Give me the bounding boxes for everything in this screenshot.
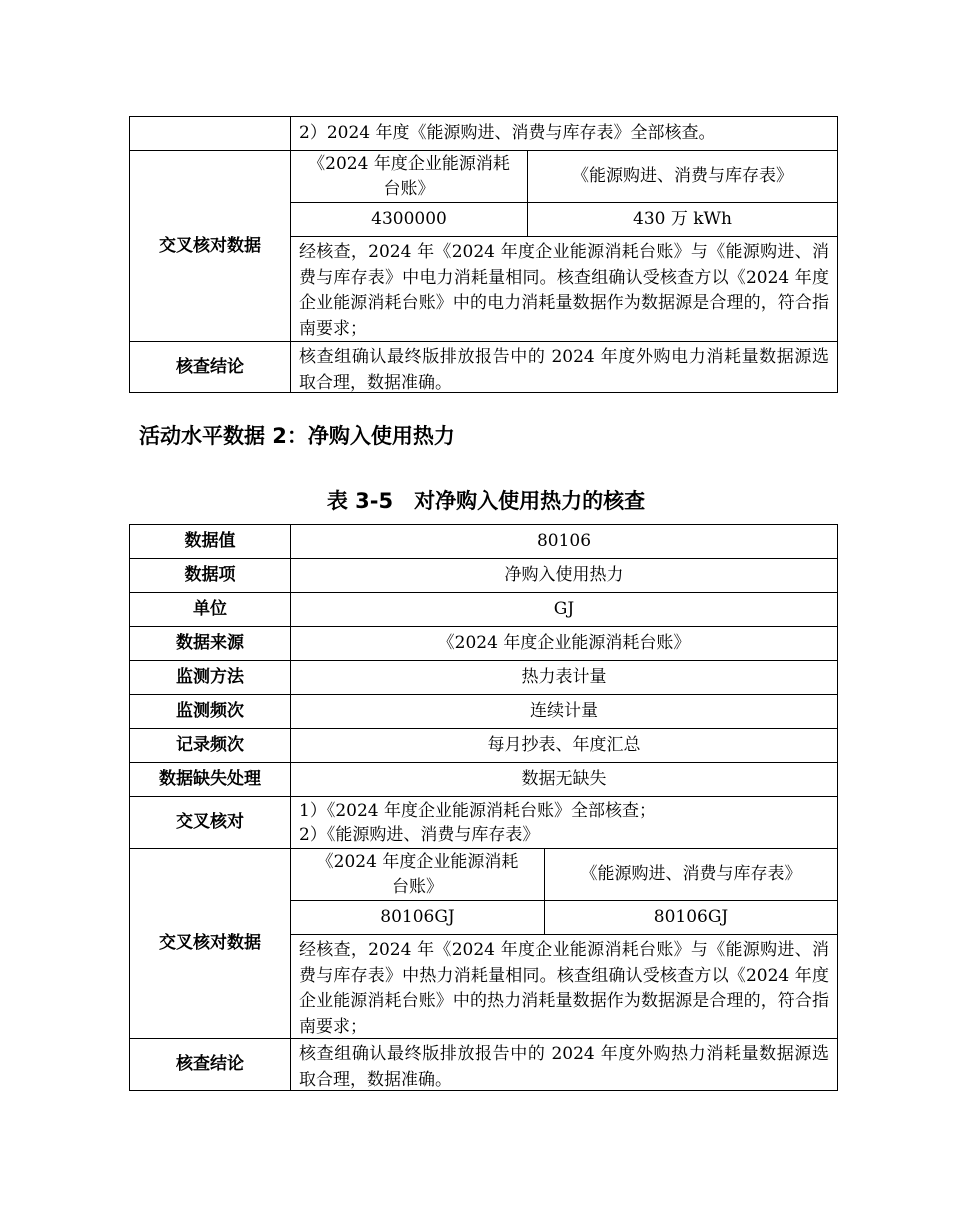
- row-value: 连续计量: [290, 694, 838, 729]
- row-label: 监测频次: [129, 694, 291, 729]
- table-1-source-a: 《2024 年度企业能源消耗台账》: [290, 150, 528, 203]
- table-2-value-b: 80106GJ: [544, 900, 838, 935]
- row-value: 80106: [290, 524, 838, 559]
- row-label: 数据来源: [129, 626, 291, 661]
- row-value: 数据无缺失: [290, 762, 838, 797]
- table-1-empty-label-cell: [129, 116, 291, 151]
- row-value: 净购入使用热力: [290, 558, 838, 593]
- row-label: 记录频次: [129, 728, 291, 763]
- row-value: 热力表计量: [290, 660, 838, 695]
- row-label: 数据项: [129, 558, 291, 593]
- table-2-source-b: 《能源购进、消费与库存表》: [544, 848, 838, 901]
- row-value: 《2024 年度企业能源消耗台账》: [290, 626, 838, 661]
- row-label: 监测方法: [129, 660, 291, 695]
- table-2-cross-check-label: 交叉核对: [129, 796, 291, 849]
- table-1-value-b: 430 万 kWh: [527, 202, 838, 237]
- cross-check-item: 2）《能源购进、消费与库存表》: [299, 825, 540, 845]
- table-1-value-a: 4300000: [290, 202, 528, 237]
- table-1-analysis: 经核查，2024 年《2024 年度企业能源消耗台账》与《能源购进、消费与库存表》中电力消耗量相同。核查组确认受核查方以《2024 年度企业能源消耗台账》中的电力消耗量数据作为数据源是合理的，符合指南要求；: [290, 236, 838, 342]
- section-heading: 活动水平数据 2：净购入使用热力: [139, 424, 455, 448]
- table-1-cross-data-label: 交叉核对数据: [129, 150, 291, 342]
- row-label: 单位: [129, 592, 291, 627]
- table-1-conclusion-label: 核查结论: [129, 341, 291, 393]
- row-label: 数据缺失处理: [129, 762, 291, 797]
- table-2-conclusion-label: 核查结论: [129, 1038, 291, 1091]
- table-2-analysis: 经核查，2024 年《2024 年度企业能源消耗台账》与《能源购进、消费与库存表》中热力消耗量相同。核查组确认受核查方以《2024 年度企业能源消耗台账》中的热力消耗量数据作为数据源是合理的，符合指南要求；: [290, 934, 838, 1039]
- table-2-value-a: 80106GJ: [290, 900, 545, 935]
- table-2-source-a: 《2024 年度企业能源消耗台账》: [290, 848, 545, 901]
- row-label: 数据值: [129, 524, 291, 559]
- row-value: 每月抄表、年度汇总: [290, 728, 838, 763]
- table-2-cross-check-items: [290, 796, 838, 849]
- table-2-cross-data-label: 交叉核对数据: [129, 848, 291, 1039]
- row-value: GJ: [290, 592, 838, 627]
- table-1-conclusion: 核查组确认最终版排放报告中的 2024 年度外购电力消耗量数据源选取合理，数据准确。: [290, 341, 838, 393]
- table-2-caption: 表 3-5 对净购入使用热力的核查: [326, 489, 646, 513]
- table-1-source-b: 《能源购进、消费与库存表》: [527, 150, 838, 203]
- cross-check-item: 1）《2024 年度企业能源消耗台账》全部核查；: [299, 801, 656, 821]
- table-1-cross-check-item: 2）2024 年度《能源购进、消费与库存表》全部核查。: [290, 116, 838, 151]
- table-2-conclusion: 核查组确认最终版排放报告中的 2024 年度外购热力消耗量数据源选取合理，数据准确。: [290, 1038, 838, 1091]
